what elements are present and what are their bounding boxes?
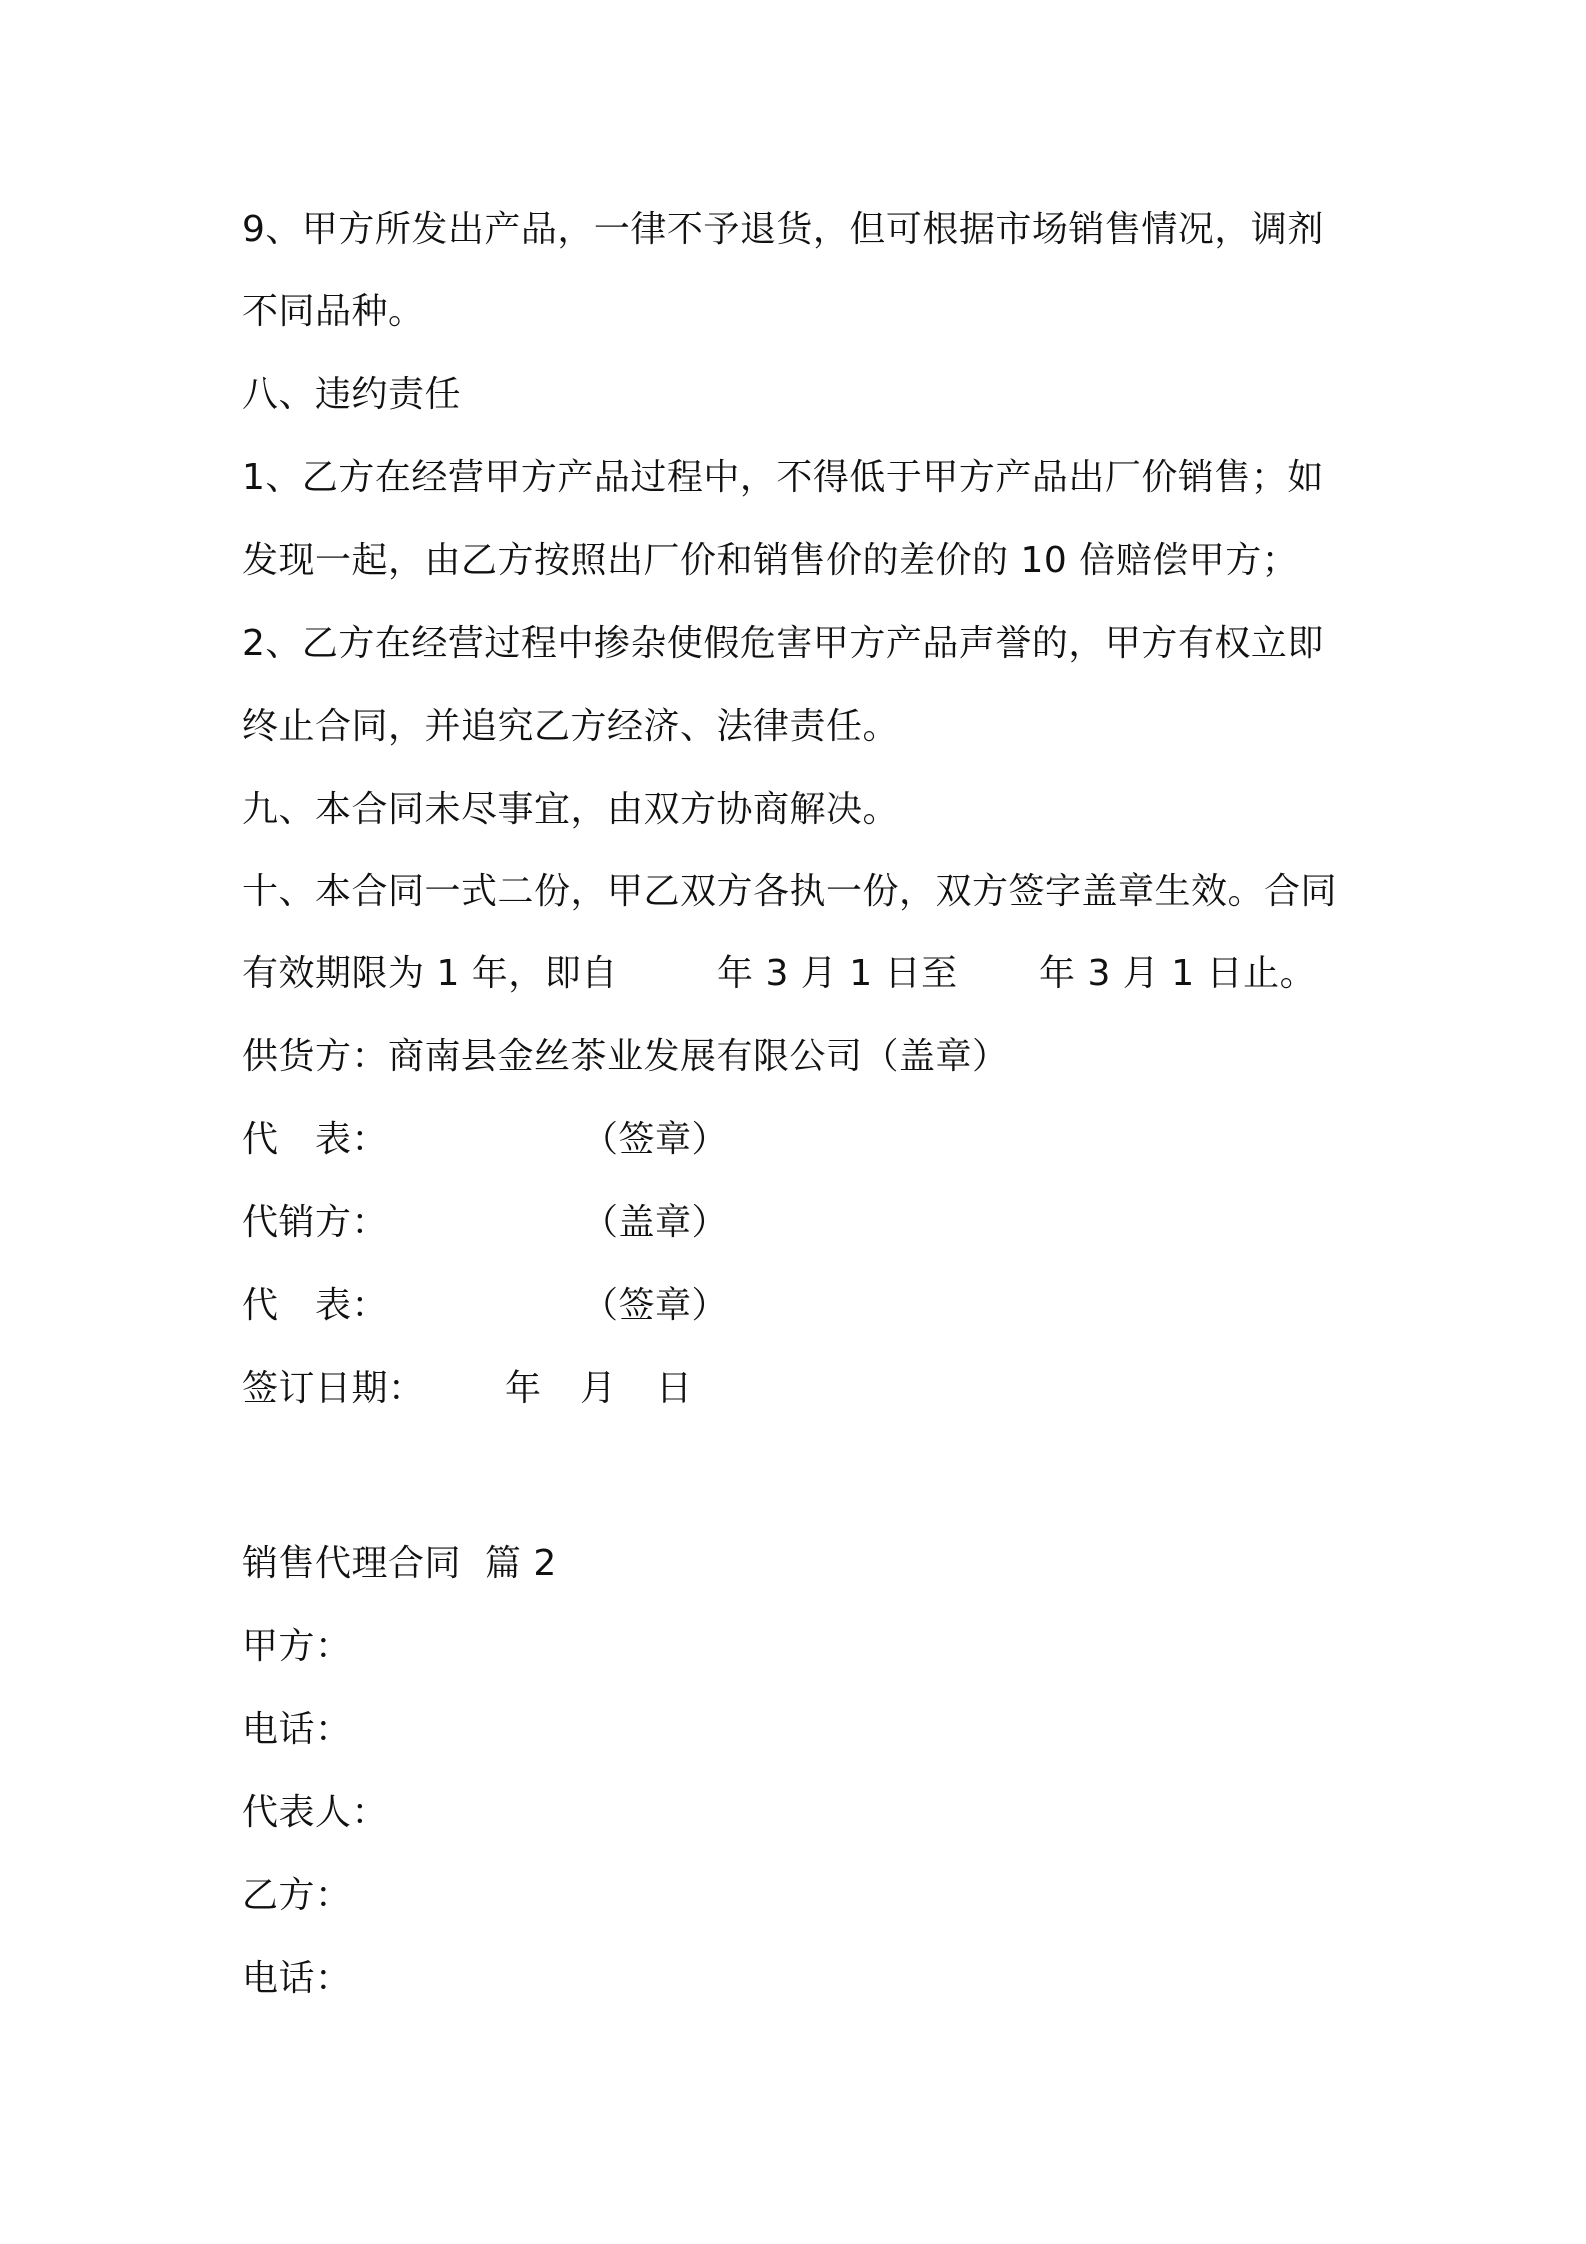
signature-mark: （盖章） xyxy=(582,1202,729,1243)
supplier-line: 供货方：商南县金丝茶业发展有限公司（盖章） xyxy=(242,1036,1009,1077)
paragraph-clause-9-line-1: 9、甲方所发出产品，一律不予退货，但可根据市场销售情况，调剂 xyxy=(242,209,1324,250)
signature-label: 代 表： xyxy=(242,1285,389,1326)
paragraph-clause-9-line-2: 不同品种。 xyxy=(242,291,425,332)
validity-part-2: 年 3 月 1 日至 xyxy=(717,953,958,994)
sign-date-day: 日 xyxy=(656,1368,693,1409)
sign-date-month: 月 xyxy=(580,1368,617,1409)
section2-field-phone-a: 电话： xyxy=(242,1709,352,1750)
sign-date-year: 年 xyxy=(505,1368,542,1409)
validity-part-1: 有效期限为 1 年，即自 xyxy=(242,953,618,994)
signature-mark: （签章） xyxy=(582,1119,729,1160)
paragraph-breach-2-line-2: 终止合同，并追究乙方经济、法律责任。 xyxy=(242,706,900,747)
paragraph-breach-1-line-2: 发现一起，由乙方按照出厂价和销售价的差价的 10 倍赔偿甲方； xyxy=(242,540,1299,581)
section2-field-party-a: 甲方： xyxy=(242,1626,352,1667)
section2-field-representative: 代表人： xyxy=(242,1792,389,1833)
paragraph-breach-2-line-1: 2、乙方在经营过程中掺杂使假危害甲方产品声誉的，甲方有权立即 xyxy=(242,623,1324,664)
section-nine: 九、本合同未尽事宜，由双方协商解决。 xyxy=(242,789,900,830)
section-heading-breach-liability: 八、违约责任 xyxy=(242,374,462,415)
signature-label: 代销方： xyxy=(242,1202,389,1243)
sign-date-label: 签订日期： xyxy=(242,1368,425,1409)
signature-label: 代 表： xyxy=(242,1119,389,1160)
signature-row-distributor xyxy=(242,1199,729,1247)
section2-field-phone-b: 电话： xyxy=(242,1958,352,1999)
section-ten-line-1: 十、本合同一式二份，甲乙双方各执一份，双方签字盖章生效。合同 xyxy=(242,871,1338,912)
section2-title: 销售代理合同 篇 2 xyxy=(242,1543,557,1584)
sign-date-row xyxy=(242,1365,693,1413)
paragraph-breach-1-line-1: 1、乙方在经营甲方产品过程中，不得低于甲方产品出厂价销售；如 xyxy=(242,457,1324,498)
validity-line xyxy=(242,950,1317,998)
signature-row-supplier-rep xyxy=(242,1116,729,1164)
signature-row-distributor-rep xyxy=(242,1282,729,1330)
section2-field-party-b: 乙方： xyxy=(242,1875,352,1916)
signature-mark: （签章） xyxy=(582,1285,729,1326)
validity-part-3: 年 3 月 1 日止。 xyxy=(1039,953,1317,994)
